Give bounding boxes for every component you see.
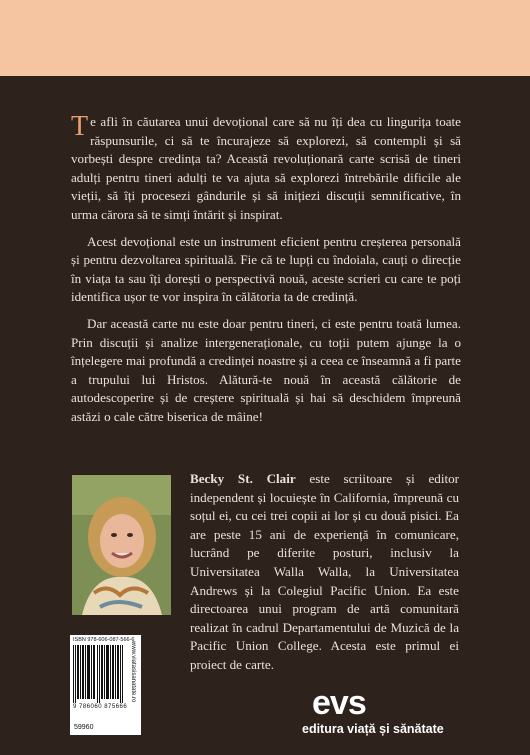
barcode-digits: 9 786060 875666	[73, 704, 128, 710]
publisher-logo	[302, 686, 462, 736]
blurb-paragraph-2: Acest devoțional este un instrument eficient pentru creșterea personală și pentru dezvoltarea spirituală. Fie că te lupți cu îndoiala, cauți o direcție în viața ta sau îți dorești o perspectivă nouă, aceste scrieri cu care te poți identifica ușor te vor inspira în călătoria ta de credință.	[71, 233, 461, 305]
blurb-paragraph-1-text: e afli în căutarea unui devoțional care să nu îți dea cu lingurița toate răspunsurile, ci să te încurajeze să explorezi, să contempli și să vorbești despre credința ta? Această revoluționară carte scrisă de tineri adulți pentru tineri adulți te va ajuta să explorezi întrebările dificile ale vieții, să îți procesezi gândurile și să inițiezi discuții semnificative, în urma cărora să te simți întărit și inspirat.	[71, 114, 461, 222]
author-photo	[72, 475, 171, 615]
cover-top-band	[0, 0, 530, 76]
blurb-paragraph-3: Dar această carte nu este doar pentru tineri, ci este pentru toată lumea. Prin discuții și analize intergeneraționale, cu toții putem ajunge la o înțelegere mai profundă a credinței noastre și a ceea ce înseamnă a fi parte a trupului lui Hristos. Alătură-te nouă în această călătorie de autodescoperire și de creștere spirituală și hai să deschidem împreună astăzi o cale către biserica de mâine!	[71, 315, 461, 424]
drop-cap: T	[71, 111, 89, 142]
back-cover-blurb	[71, 113, 461, 435]
blurb-paragraph-1	[71, 113, 461, 225]
price-code: 59960	[74, 724, 94, 731]
publisher-name: editura viață și sănătate	[302, 722, 444, 736]
author-name: Becky St. Clair	[190, 471, 296, 486]
author-bio-text: este scriitoare și editor independent și locuiește în California, împreună cu soțul ei, cu cei trei copii ai lor și cu două pisici. Ea are peste 15 ani de experiență în comunicare, lucrând pe diferite posturi, inclusiv la Universitatea Walla Walla, la Universitatea Andrews și la Colegiul Pacific Union. Ea este directoarea unui program de artă comunitară realizat în cadrul Departamentului de Muzică de la Pacific Union College. Acesta este primul ei proiect de carte.	[190, 471, 459, 672]
publisher-website: www.viatasisanatate.ro	[130, 641, 136, 703]
barcode-bars	[73, 645, 125, 703]
isbn-text: ISBN 978-606-087-566-6	[73, 637, 135, 643]
barcode-label	[70, 635, 141, 735]
evs-logo-mark: evs	[312, 684, 366, 722]
author-bio	[190, 470, 459, 675]
